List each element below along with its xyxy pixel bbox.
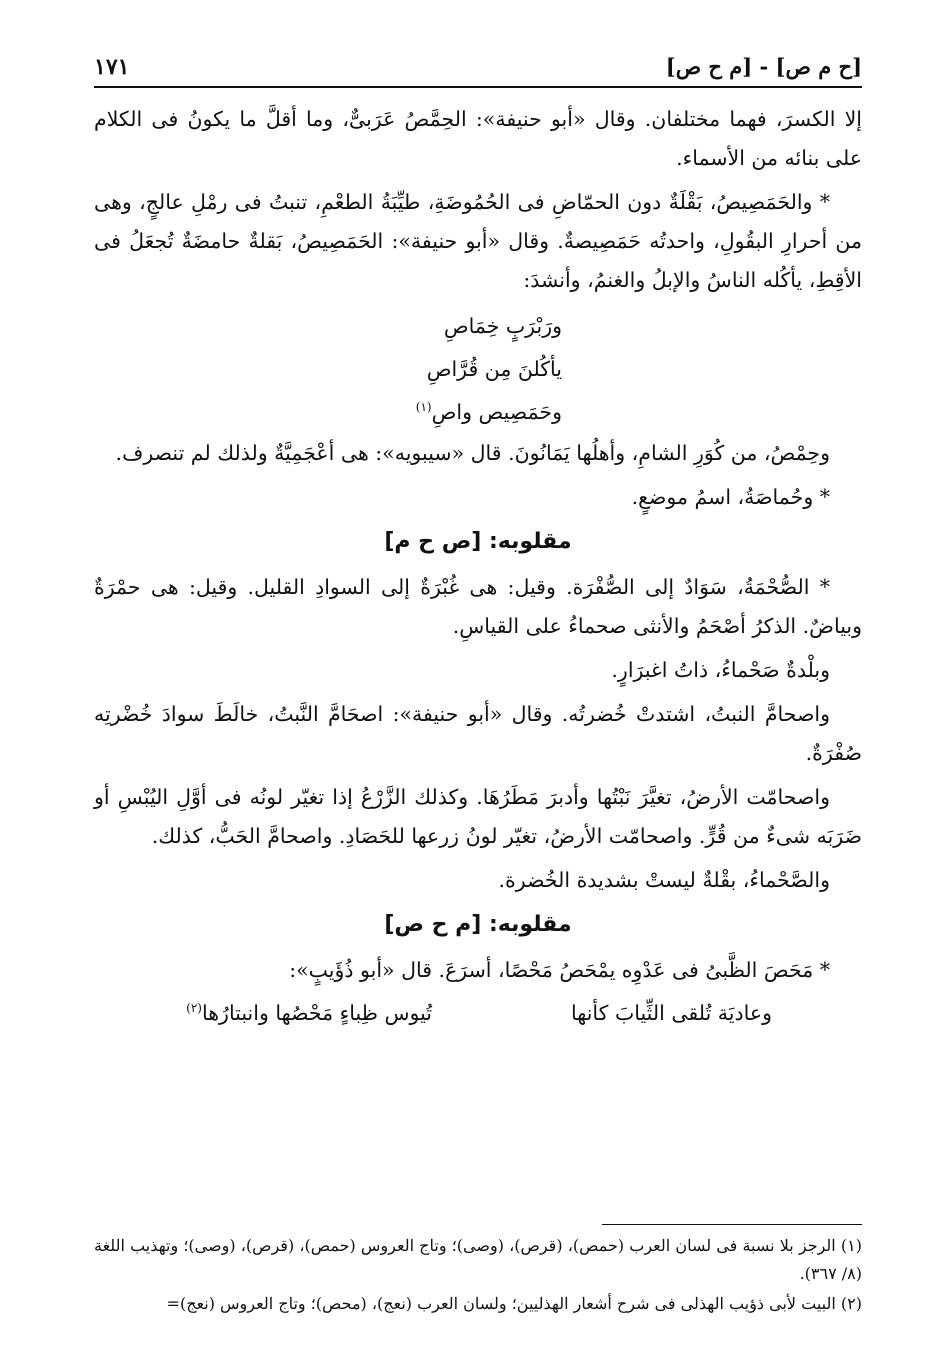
verse-line: ورَبْرَبٍ خِمَاصِ (443, 314, 562, 338)
first-hemistich: وعاديَة تُلقى الثِّيابَ كأنها (571, 1001, 772, 1025)
verse-text: وحَمَصِيص واصِ (431, 400, 562, 424)
footnote: (٢) البيت لأبى ذؤيب الهذلى فى شرح أشعار الهذليين؛ ولسان العرب (نعج)، (محص)؛ وتاج العروس (نعج)= (166, 1294, 862, 1313)
section-heading: مقلوبه: [ص ح م] (384, 529, 572, 554)
paragraph: وبلْدةٌ صَحْماءُ، ذاتُ اغبرَارٍ. (611, 658, 830, 682)
paragraph: واصحامَّ النبتُ، اشتدتْ خُضرتُه. وقال «أبو حنيفة»: اصحَامَّ النَّبتُ، خالَطَ سوادَ خُضْرتِه صُفْرَةٌ. (94, 702, 862, 765)
paragraph: * وحُماصَةُ، اسمُ موضعٍ. (631, 485, 830, 509)
paragraph: * مَحَصَ الظَّبىُ فى عَدْوِه يمْحَصُ مَحْصًا، أسرَعَ. قال «أبو ذُؤَيبٍ»: (289, 958, 830, 982)
paragraph: وحِمْصُ، من كُوَرِ الشامِ، وأهلُها يَمَانُونَ. قال «سيبويه»: هى أعْجَمِيَّةٌ ولذلك لم تنصرف. (115, 441, 830, 465)
footnote: (١) الرجز بلا نسبة فى لسان العرب (حمص)، (قرص)، (وصى)؛ وتاج العروس (حمص)، (قرص)، (وصى)؛ وتهذيب اللغة (٨/ ٣٦٧). (94, 1236, 862, 1283)
footnotes (94, 1232, 862, 1320)
page-number: ١٧١ (94, 54, 130, 80)
paragraph: إلا الكسرَ، فهما مختلفان. وقال «أبو حنيفة»: الحِمَّصُ عَرَبىٌّ، وما أقلَّ ما يكونُ فى الكلام على بنائه من الأسماء. (94, 107, 862, 170)
poetry-couplet (94, 995, 862, 1039)
second-hemistich (186, 1001, 432, 1025)
page-body (94, 100, 862, 1039)
section-heading: مقلوبه: [م ح ص] (384, 912, 572, 937)
hemistich-text: تُيوس ظِباءٍ مَحْصُها وانبتارُها (201, 1001, 432, 1025)
paragraph: والصَّحْماءُ، بقْلةٌ ليستْ بشديدة الخُضرة. (498, 868, 830, 892)
footnote-marker: (١) (415, 400, 432, 415)
page-header (94, 48, 862, 88)
verse-line: يأكُلنَ مِن قُرَّاصِ (426, 357, 562, 381)
footnote-rule (602, 1224, 862, 1225)
footnote-marker: (٢) (186, 1001, 202, 1016)
paragraph: * الصُّحْمَةُ، سَوَادٌ إلى الصُّفْرَة. وقيل: هى غُبْرَةٌ إلى السوادِ القليل. وقيل: هى حمْرَةٌ وبياضٌ. الذكرُ أصْحَمُ والأنثى صحماءُ على القياسِ. (94, 575, 862, 638)
verse-line (94, 391, 562, 434)
paragraph: واصحامّت الأرضُ، تغيَّرَ نَبْتُها وأدبرَ مَطَرُهَا. وكذلك الزَّرْعُ إذا تغيّر لونُه فى أوَّلِ اليُبْسِ أو ضَرَبَه شىءٌ من قُرٍّ. واصحامّت الأرضُ، تغيّر لونُ زرعها للحَصَادِ. واصحامَّ الحَبُّ، كذلك. (94, 785, 862, 848)
paragraph: * والحَمَصِيصُ، بَقْلَةٌ دون الحمّاضِ فى الحُمُوضَةِ، طيِّبَةُ الطعْمِ، تنبتُ فى رمْلِ عالجٍ، وهى من أحرارِ البقُولِ، واحدتُه حَمَصِيصةٌ. وقال «أبو حنيفة»: الحَمَصِيصُ، بَقلةٌ حامضَةٌ تُجعَلُ فى الأقِطِ، يأكُله الناسُ والإبلُ والغنمُ، وأنشدَ: (94, 190, 862, 292)
running-title: [ح م ص] - [م ح ص] (665, 54, 862, 79)
header-rule (94, 86, 862, 88)
